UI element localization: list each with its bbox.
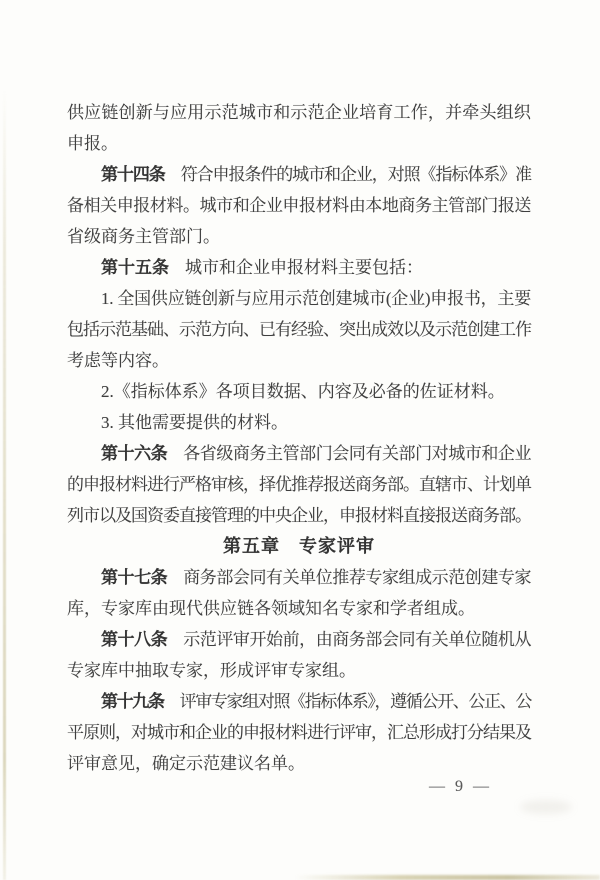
scan-bottom-edge-artifact [295, 875, 600, 880]
line-text: 供应链创新与应用示范城市和示范企业培育工作，并牵头组织 [67, 103, 531, 122]
line-text: 列市以及国资委直接管理的中央企业，申报材料直接报送商务部。 [67, 506, 531, 525]
line-text: 申报。 [67, 134, 118, 153]
text-line [67, 717, 531, 748]
text-line [67, 469, 531, 500]
text-line [67, 376, 531, 407]
line-text: 3. 其他需要提供的材料。 [101, 413, 288, 432]
text-line [67, 221, 531, 252]
text-line [67, 159, 531, 190]
line-text: 评审意见，确定示范建议名单。 [67, 754, 305, 773]
text-line [67, 314, 531, 345]
chapter-heading [67, 531, 531, 562]
line-text: 评审专家组对照《指标体系》，遵循公开、公正、公 [179, 692, 532, 711]
article-number: 第十九条 [101, 692, 164, 711]
document-body-text [67, 97, 531, 779]
article-number: 第十七条 [101, 568, 168, 587]
line-text: 包括示范基础、示范方向、已有经验、突出成效以及示范创建工作 [67, 320, 531, 339]
line-text: 库，专家库由现代供应链各领域知名专家和学者组成。 [67, 599, 475, 618]
line-text: 符合申报条件的城市和企业，对照《指标体系》准 [180, 165, 532, 184]
text-line [67, 500, 531, 531]
line-text: 考虑等内容。 [67, 351, 169, 370]
line-text: 平原则，对城市和企业的申报材料进行评审，汇总形成打分结果及 [67, 723, 531, 742]
text-line [67, 283, 531, 314]
line-text: 的申报材料进行严格审核，择优推荐报送商务部。直辖市、计划单 [67, 475, 531, 494]
line-text: 商务部会同有关单位推荐专家组成示范创建专家 [183, 568, 532, 587]
scan-smudge-artifact [520, 800, 572, 814]
page-number: — 9 — [429, 778, 492, 795]
line-text: 各省级商务主管部门会同有关部门对城市和企业 [183, 444, 532, 463]
text-line [67, 190, 531, 221]
text-line [67, 624, 531, 655]
text-line [67, 407, 531, 438]
line-text: 备相关申报材料。城市和企业申报材料由本地商务主管部门报送 [67, 196, 531, 215]
text-line [67, 655, 531, 686]
line-text: 省级商务主管部门。 [67, 227, 220, 246]
text-line [67, 562, 531, 593]
text-line [67, 686, 531, 717]
text-line [67, 97, 531, 128]
text-line [67, 438, 531, 469]
scan-left-edge-artifact [3, 90, 6, 880]
text-line [67, 593, 531, 624]
line-text: 城市和企业申报材料主要包括： [185, 258, 423, 277]
text-line [67, 128, 531, 159]
line-text: 2.《指标体系》各项目数据、内容及必备的佐证材料。 [101, 382, 505, 401]
article-number: 第十五条 [101, 258, 169, 277]
line-text: 1. 全国供应链创新与应用示范创建城市(企业)申报书，主要 [101, 289, 531, 308]
line-text: 专家库中抽取专家，形成评审专家组。 [67, 661, 356, 680]
article-number: 第十八条 [101, 630, 168, 649]
text-line [67, 345, 531, 376]
line-text: 第五章 专家评审 [223, 536, 375, 556]
text-line [67, 252, 531, 283]
article-number: 第十四条 [101, 165, 165, 184]
line-text: 示范评审开始前，由商务部会同有关单位随机从 [183, 630, 532, 649]
article-number: 第十六条 [101, 444, 168, 463]
